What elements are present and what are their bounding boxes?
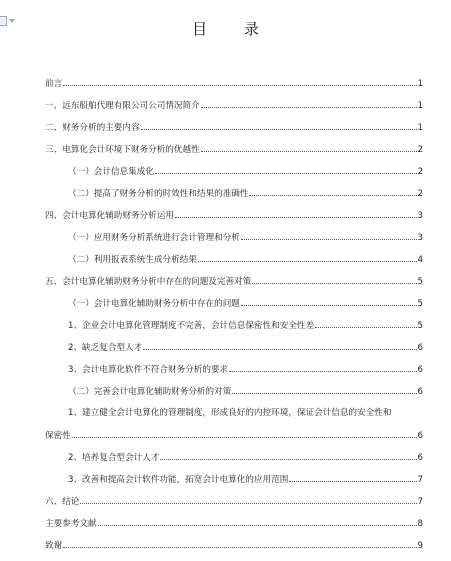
toc-leader <box>229 362 416 372</box>
toc-entry-label: 一、远东船舶代理有限公司公司情况简介 <box>45 101 200 111</box>
toc-entry-page: 1 <box>417 101 423 111</box>
toc-entry[interactable] <box>0 186 451 200</box>
toc-entry[interactable] <box>0 516 451 530</box>
toc-leader <box>160 450 416 460</box>
toc-entry[interactable] <box>0 428 451 442</box>
toc-entry-label: 四、会计电算化辅助财务分析运用 <box>45 211 174 221</box>
toc-leader <box>175 208 417 218</box>
toc-entry-page: 6 <box>417 365 423 375</box>
toc-entry[interactable] <box>0 384 451 398</box>
toc-entry-label: 六、结论 <box>45 497 80 507</box>
toc-entry-label: （二）完善会计电算化辅助财务分析的对策 <box>68 387 232 397</box>
toc-entry-page: 5 <box>417 299 423 309</box>
toc-entry-label: 三、电算化会计环境下财务分析的优越性 <box>45 145 200 155</box>
toc-leader <box>155 164 417 174</box>
toc-leader <box>63 538 416 548</box>
toc-entry[interactable] <box>0 252 451 266</box>
toc-entry[interactable] <box>0 76 451 90</box>
toc-leader <box>232 384 416 394</box>
toc-entry-page: 1 <box>417 123 423 133</box>
toc-entry[interactable] <box>0 208 451 222</box>
toc-entry-label: （一）应用财务分析系统进行会计管理和分析 <box>68 233 240 243</box>
toc-leader <box>72 428 417 438</box>
toc-leader <box>315 318 416 328</box>
toc-entry-page: 3 <box>417 211 423 221</box>
toc-entry[interactable] <box>0 296 451 310</box>
toc-leader <box>241 296 417 306</box>
toc-entry-label: 主要参考文献 <box>45 519 97 529</box>
toc-entry-page: 2 <box>417 189 423 199</box>
toc-entry-page: 4 <box>417 255 423 265</box>
toc-entry-page: 7 <box>417 497 423 507</box>
toc-leader <box>201 142 417 152</box>
toc-leader <box>98 516 417 526</box>
toc-entry[interactable] <box>0 538 451 552</box>
toc-entry-label: 3、改善和提高会计软件功能，拓宽会计电算化的应用范围 <box>68 475 289 485</box>
toc-entry-label: 2、缺乏复合型人才 <box>68 343 143 353</box>
toc-entry[interactable] <box>0 450 451 464</box>
toc-entry-label: 3、会计电算化软件不符合财务分析的要求 <box>68 365 229 375</box>
toc-leader <box>63 76 416 86</box>
toc-leader <box>201 98 417 108</box>
toc-leader <box>198 252 417 262</box>
toc-entry-page: 1 <box>417 79 423 89</box>
toc-entry-label: 1、企业会计电算化管理制度不完善，会计信息保密性和安全性差 <box>68 321 315 331</box>
toc-entry-label: （二）利用报表系统生成分析结果 <box>68 255 197 265</box>
toc-entry-page: 7 <box>417 475 423 485</box>
toc-entry-page: 5 <box>417 277 423 287</box>
toc-entry-page: 3 <box>417 233 423 243</box>
toc-entry-label: 2、培养复合型会计人才 <box>68 453 160 463</box>
page-title: 目 录 <box>192 20 275 38</box>
toc-entry-label: 五、会计电算化辅助财务分析中存在的问题及完善对策 <box>45 277 252 287</box>
toc-entry[interactable] <box>0 362 451 376</box>
toc-entry[interactable] <box>0 120 451 134</box>
toc-entry-page: 2 <box>417 167 423 177</box>
toc-leader <box>241 230 417 240</box>
toc-entry[interactable] <box>0 340 451 354</box>
toc-leader <box>289 472 416 482</box>
toc-entry-label: 保密性 <box>45 431 71 441</box>
toc-entry[interactable] <box>0 142 451 156</box>
toc-entry-page: 8 <box>417 519 423 529</box>
toc-entry-page: 9 <box>417 541 423 551</box>
toc-entry-label: 致谢 <box>45 541 63 551</box>
toc-entry-page: 5 <box>417 321 423 331</box>
toc-entry-label-line1[interactable]: 1、建立健全会计电算化的管理制度，形成良好的内控环境，保证会计信息的安全性和 <box>68 408 392 418</box>
toc-entry[interactable] <box>0 164 451 178</box>
toc-leader <box>249 186 416 196</box>
toc-entry-label: （一）会计电算化辅助财务分析中存在的问题 <box>68 299 240 309</box>
toc-leader <box>252 274 416 284</box>
toc-entry-label: 二、财务分析的主要内容 <box>45 123 140 133</box>
toc-leader <box>143 340 416 350</box>
toc-entry[interactable] <box>0 274 451 288</box>
toc-entry[interactable] <box>0 98 451 112</box>
toc-entry-page: 6 <box>417 387 423 397</box>
toc-entry[interactable] <box>0 318 451 332</box>
toc-entry[interactable] <box>0 472 451 486</box>
toc-entry-page: 2 <box>417 145 423 155</box>
toc-entry[interactable] <box>0 494 451 508</box>
toc-entry-page: 6 <box>417 343 423 353</box>
toc-leader <box>141 120 417 130</box>
toc-entry-label: （一）会计信息集成化 <box>68 167 154 177</box>
toc-entry-page: 6 <box>417 453 423 463</box>
toc-leader <box>80 494 416 504</box>
toc-entry-label: （二）提高了财务分析的时效性和结果的准确性 <box>68 189 249 199</box>
toc-entry-page: 6 <box>417 431 423 441</box>
toc-entry[interactable] <box>0 230 451 244</box>
toc-entry-label: 前言 <box>45 79 63 89</box>
